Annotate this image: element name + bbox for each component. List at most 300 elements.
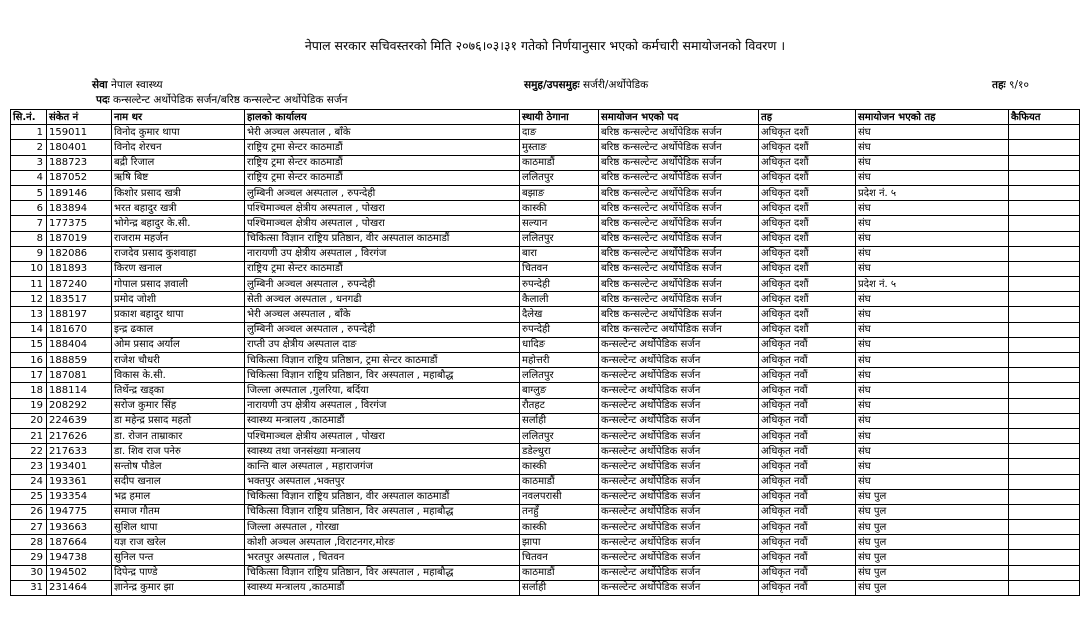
table-row — [11, 520, 1080, 535]
adjusted-post-cell: कन्सल्टेन्ट अर्थोपेडिक सर्जन — [599, 504, 759, 519]
post-value: कन्सल्टेन्ट अर्थोपेडिक सर्जन/बरिष्ठ कन्सल्टेन्ट अर्थोपेडिक सर्जन — [113, 94, 348, 106]
address-cell: दैलेख — [520, 307, 599, 322]
remarks-cell — [1009, 459, 1080, 474]
group-value: सर्जरी/अर्थोपेडिक — [582, 79, 649, 91]
address-cell: बाग्लुङ — [520, 383, 599, 398]
serial-number-cell: 31 — [11, 580, 47, 595]
office-cell: लुम्बिनी अञ्चल अस्पताल , रुपन्देही — [245, 185, 520, 200]
level-cell: अधिकृत दशौं — [759, 292, 856, 307]
level-cell: अधिकृत नवौं — [759, 580, 856, 595]
adjusted-post-cell: कन्सल्टेन्ट अर्थोपेडिक सर्जन — [599, 459, 759, 474]
level-label: तहः — [992, 79, 1006, 91]
adjusted-tier-cell: संघ — [856, 201, 1009, 216]
table-row — [11, 307, 1080, 322]
table-row — [11, 201, 1080, 216]
remarks-cell — [1009, 520, 1080, 535]
name-cell: सन्तोष पौडेल — [112, 459, 245, 474]
adjusted-tier-cell: संघ — [856, 474, 1009, 489]
remarks-cell — [1009, 504, 1080, 519]
remarks-cell — [1009, 201, 1080, 216]
address-cell: काठमाडौं — [520, 155, 599, 170]
adjusted-post-cell: बरिष्ठ कन्सल्टेन्ट अर्थोपेडिक सर्जन — [599, 140, 759, 155]
adjusted-tier-cell: संघ — [856, 307, 1009, 322]
remarks-cell — [1009, 155, 1080, 170]
adjusted-tier-cell: संघ — [856, 428, 1009, 443]
office-cell: राष्ट्रिय ट्रमा सेन्टर काठमाडौं — [245, 170, 520, 185]
code-number-cell: 224639 — [47, 413, 112, 428]
adjusted-post-cell: कन्सल्टेन्ट अर्थोपेडिक सर्जन — [599, 398, 759, 413]
office-cell: जिल्ला अस्पताल ,गुलरिया, बर्दिया — [245, 383, 520, 398]
address-cell: चितवन — [520, 550, 599, 565]
adjusted-post-cell: कन्सल्टेन्ट अर्थोपेडिक सर्जन — [599, 353, 759, 368]
adjusted-tier-cell: संघ — [856, 337, 1009, 352]
adjusted-post-cell: बरिष्ठ कन्सल्टेन्ट अर्थोपेडिक सर्जन — [599, 170, 759, 185]
remarks-cell — [1009, 292, 1080, 307]
employee-table — [10, 109, 1080, 596]
serial-number-cell: 21 — [11, 428, 47, 443]
adjusted-tier-cell: संघ — [856, 322, 1009, 337]
header-cell: सि.नं. — [11, 110, 47, 125]
address-cell: मुस्ताङ — [520, 140, 599, 155]
name-cell: ऋषि बिष्ट — [112, 170, 245, 185]
adjusted-tier-cell: संघ — [856, 155, 1009, 170]
adjusted-tier-cell: संघ — [856, 125, 1009, 140]
group-line — [524, 78, 648, 92]
adjusted-post-cell: कन्सल्टेन्ट अर्थोपेडिक सर्जन — [599, 520, 759, 535]
code-number-cell: 189146 — [47, 185, 112, 200]
level-cell: अधिकृत दशौं — [759, 322, 856, 337]
serial-number-cell: 10 — [11, 261, 47, 276]
code-number-cell: 181893 — [47, 261, 112, 276]
adjusted-post-cell: बरिष्ठ कन्सल्टेन्ट अर्थोपेडिक सर्जन — [599, 261, 759, 276]
code-number-cell: 217626 — [47, 428, 112, 443]
address-cell: बारा — [520, 246, 599, 261]
table-row — [11, 535, 1080, 550]
level-cell: अधिकृत दशौं — [759, 216, 856, 231]
table-row — [11, 504, 1080, 519]
address-cell: रुपन्देही — [520, 277, 599, 292]
code-number-cell: 231464 — [47, 580, 112, 595]
code-number-cell: 187664 — [47, 535, 112, 550]
code-number-cell: 159011 — [47, 125, 112, 140]
serial-number-cell: 9 — [11, 246, 47, 261]
serial-number-cell: 20 — [11, 413, 47, 428]
address-cell: कास्की — [520, 459, 599, 474]
serial-number-cell: 23 — [11, 459, 47, 474]
code-number-cell: 183894 — [47, 201, 112, 216]
header-cell: तह — [759, 110, 856, 125]
address-cell: सर्लाही — [520, 413, 599, 428]
office-cell: स्वास्थ्य मन्त्रालय ,काठमाडौं — [245, 413, 520, 428]
level-cell: अधिकृत नवौं — [759, 337, 856, 352]
name-cell: सुशिल थापा — [112, 520, 245, 535]
office-cell: जिल्ला अस्पताल , गोरखा — [245, 520, 520, 535]
table-row — [11, 444, 1080, 459]
serial-number-cell: 1 — [11, 125, 47, 140]
level-cell: अधिकृत नवौं — [759, 459, 856, 474]
office-cell: कोशी अञ्चल अस्पताल ,विराटनगर,मोरङ — [245, 535, 520, 550]
serial-number-cell: 24 — [11, 474, 47, 489]
code-number-cell: 208292 — [47, 398, 112, 413]
name-cell: विकास के.सी. — [112, 368, 245, 383]
office-cell: स्वास्थ्य तथा जनसंख्या मन्त्रालय — [245, 444, 520, 459]
name-cell: प्रमोद जोशी — [112, 292, 245, 307]
code-number-cell: 187240 — [47, 277, 112, 292]
header-cell: स्थायी ठेगाना — [520, 110, 599, 125]
office-cell: चिकित्सा विज्ञान राष्ट्रिय प्रतिष्ठान, वीर अस्पताल काठमाडौं — [245, 489, 520, 504]
adjusted-post-cell: कन्सल्टेन्ट अर्थोपेडिक सर्जन — [599, 383, 759, 398]
table-row — [11, 140, 1080, 155]
level-cell: अधिकृत नवौं — [759, 444, 856, 459]
adjusted-post-cell: कन्सल्टेन्ट अर्थोपेडिक सर्जन — [599, 428, 759, 443]
adjusted-tier-cell: संघ — [856, 246, 1009, 261]
address-cell: धादिङ — [520, 337, 599, 352]
table-row — [11, 383, 1080, 398]
code-number-cell: 193401 — [47, 459, 112, 474]
level-cell: अधिकृत दशौं — [759, 231, 856, 246]
office-cell: पश्चिमाञ्चल क्षेत्रीय अस्पताल , पोखरा — [245, 216, 520, 231]
adjusted-post-cell: कन्सल्टेन्ट अर्थोपेडिक सर्जन — [599, 489, 759, 504]
office-cell: भरतपुर अस्पताल , चितवन — [245, 550, 520, 565]
table-header-row — [11, 110, 1080, 125]
level-cell: अधिकृत नवौं — [759, 535, 856, 550]
header-cell: समायोजन भएको तह — [856, 110, 1009, 125]
serial-number-cell: 3 — [11, 155, 47, 170]
serial-number-cell: 18 — [11, 383, 47, 398]
table-row — [11, 155, 1080, 170]
office-cell: कान्ति बाल अस्पताल , महाराजगंज — [245, 459, 520, 474]
header-cell: संकेत नं — [47, 110, 112, 125]
table-row — [11, 292, 1080, 307]
level-cell: अधिकृत दशौं — [759, 277, 856, 292]
table-row — [11, 580, 1080, 595]
adjusted-tier-cell: संघ — [856, 413, 1009, 428]
office-cell: चिकित्सा विज्ञान राष्ट्रिय प्रतिष्ठान, विर अस्पताल , महाबौद्ध — [245, 565, 520, 580]
name-cell: ज्ञानेन्द्र कुमार झा — [112, 580, 245, 595]
address-cell: कैलाली — [520, 292, 599, 307]
serial-number-cell: 4 — [11, 170, 47, 185]
adjusted-tier-cell: संघ पुल — [856, 489, 1009, 504]
name-cell: किशोर प्रसाद खत्री — [112, 185, 245, 200]
name-cell: इन्द्र ढकाल — [112, 322, 245, 337]
address-cell: सर्लाही — [520, 580, 599, 595]
table-row — [11, 413, 1080, 428]
remarks-cell — [1009, 565, 1080, 580]
table-row — [11, 170, 1080, 185]
level-cell: अधिकृत नवौं — [759, 565, 856, 580]
address-cell: नवलपरासी — [520, 489, 599, 504]
remarks-cell — [1009, 550, 1080, 565]
adjusted-tier-cell: प्रदेश नं. ५ — [856, 277, 1009, 292]
table-row — [11, 185, 1080, 200]
address-cell: ललितपुर — [520, 170, 599, 185]
address-cell: कास्की — [520, 201, 599, 216]
table-row — [11, 125, 1080, 140]
adjusted-post-cell: बरिष्ठ कन्सल्टेन्ट अर्थोपेडिक सर्जन — [599, 307, 759, 322]
name-cell: समाज गौतम — [112, 504, 245, 519]
serial-number-cell: 28 — [11, 535, 47, 550]
code-number-cell: 180401 — [47, 140, 112, 155]
serial-number-cell: 11 — [11, 277, 47, 292]
office-cell: लुम्बिनी अञ्चल अस्पताल , रुपन्देही — [245, 277, 520, 292]
adjusted-tier-cell: संघ — [856, 459, 1009, 474]
office-cell: स्वास्थ्य मन्त्रालय ,काठमाडौं — [245, 580, 520, 595]
table-row — [11, 368, 1080, 383]
level-cell: अधिकृत दशौं — [759, 155, 856, 170]
adjusted-tier-cell: संघ पुल — [856, 504, 1009, 519]
remarks-cell — [1009, 185, 1080, 200]
name-cell: विनोद कुमार थापा — [112, 125, 245, 140]
serial-number-cell: 26 — [11, 504, 47, 519]
name-cell: प्रकाश बहादुर थापा — [112, 307, 245, 322]
office-cell: राप्ती उप क्षेत्रीय अस्पताल दाङ — [245, 337, 520, 352]
office-cell: भेरी अञ्चल अस्पताल , बाँके — [245, 125, 520, 140]
level-cell: अधिकृत दशौं — [759, 261, 856, 276]
remarks-cell — [1009, 140, 1080, 155]
level-cell: अधिकृत दशौं — [759, 140, 856, 155]
remarks-cell — [1009, 170, 1080, 185]
serial-number-cell: 19 — [11, 398, 47, 413]
name-cell: भद्र हमाल — [112, 489, 245, 504]
serial-number-cell: 22 — [11, 444, 47, 459]
address-cell: कास्की — [520, 520, 599, 535]
adjusted-post-cell: बरिष्ठ कन्सल्टेन्ट अर्थोपेडिक सर्जन — [599, 246, 759, 261]
code-number-cell: 188723 — [47, 155, 112, 170]
address-cell: ललितपुर — [520, 368, 599, 383]
code-number-cell: 188114 — [47, 383, 112, 398]
name-cell: विनोद शेरचन — [112, 140, 245, 155]
adjusted-post-cell: कन्सल्टेन्ट अर्थोपेडिक सर्जन — [599, 580, 759, 595]
adjusted-tier-cell: प्रदेश नं. ५ — [856, 185, 1009, 200]
adjusted-tier-cell: संघ पुल — [856, 550, 1009, 565]
code-number-cell: 187052 — [47, 170, 112, 185]
office-cell: पश्चिमाञ्चल क्षेत्रीय अस्पताल , पोखरा — [245, 428, 520, 443]
level-cell: अधिकृत नवौं — [759, 383, 856, 398]
remarks-cell — [1009, 428, 1080, 443]
adjusted-tier-cell: संघ — [856, 398, 1009, 413]
name-cell: डा. शिव राज पनेरु — [112, 444, 245, 459]
level-cell: अधिकृत दशौं — [759, 246, 856, 261]
serial-number-cell: 15 — [11, 337, 47, 352]
table-row — [11, 261, 1080, 276]
code-number-cell: 187019 — [47, 231, 112, 246]
address-cell: तनहुँ — [520, 504, 599, 519]
remarks-cell — [1009, 474, 1080, 489]
remarks-cell — [1009, 489, 1080, 504]
address-cell: रुपन्देही — [520, 322, 599, 337]
adjusted-post-cell: बरिष्ठ कन्सल्टेन्ट अर्थोपेडिक सर्जन — [599, 216, 759, 231]
serial-number-cell: 14 — [11, 322, 47, 337]
address-cell: डडेल्धुरा — [520, 444, 599, 459]
code-number-cell: 193354 — [47, 489, 112, 504]
address-cell: महोत्तरी — [520, 353, 599, 368]
table-row — [11, 474, 1080, 489]
adjusted-post-cell: कन्सल्टेन्ट अर्थोपेडिक सर्जन — [599, 550, 759, 565]
serial-number-cell: 7 — [11, 216, 47, 231]
serial-number-cell: 6 — [11, 201, 47, 216]
code-number-cell: 188404 — [47, 337, 112, 352]
name-cell: किरण खनाल — [112, 261, 245, 276]
service-label: सेवा — [92, 79, 108, 91]
address-cell: दाङ — [520, 125, 599, 140]
name-cell: डा महेन्द्र प्रसाद महतो — [112, 413, 245, 428]
adjusted-post-cell: कन्सल्टेन्ट अर्थोपेडिक सर्जन — [599, 368, 759, 383]
serial-number-cell: 29 — [11, 550, 47, 565]
code-number-cell: 193663 — [47, 520, 112, 535]
header-cell: हालको कार्यालय — [245, 110, 520, 125]
address-cell: सल्यान — [520, 216, 599, 231]
adjusted-tier-cell: संघ — [856, 170, 1009, 185]
adjusted-post-cell: कन्सल्टेन्ट अर्थोपेडिक सर्जन — [599, 535, 759, 550]
name-cell: राजदेव प्रसाद कुशवाहा — [112, 246, 245, 261]
address-cell: ललितपुर — [520, 231, 599, 246]
office-cell: राष्ट्रिय ट्रमा सेन्टर काठमाडौं — [245, 261, 520, 276]
address-cell: चितवन — [520, 261, 599, 276]
adjusted-tier-cell: संघ — [856, 292, 1009, 307]
name-cell: भोगेन्द्र बहादुर के.सी. — [112, 216, 245, 231]
office-cell: नारायणी उप क्षेत्रीय अस्पताल , विरगंज — [245, 246, 520, 261]
name-cell: सुनिल पन्त — [112, 550, 245, 565]
serial-number-cell: 8 — [11, 231, 47, 246]
adjusted-post-cell: कन्सल्टेन्ट अर्थोपेडिक सर्जन — [599, 337, 759, 352]
code-number-cell: 194502 — [47, 565, 112, 580]
name-cell: सरोज कुमार सिंह — [112, 398, 245, 413]
office-cell: भक्तपुर अस्पताल ,भक्तपुर — [245, 474, 520, 489]
remarks-cell — [1009, 398, 1080, 413]
code-number-cell: 193361 — [47, 474, 112, 489]
level-value: ९/१० — [1009, 79, 1029, 91]
table-row — [11, 246, 1080, 261]
remarks-cell — [1009, 322, 1080, 337]
table-row — [11, 231, 1080, 246]
name-cell: यज्ञ राज खरेल — [112, 535, 245, 550]
level-cell: अधिकृत नवौं — [759, 428, 856, 443]
office-cell: चिकित्सा विज्ञान राष्ट्रिय प्रतिष्ठान, वीर अस्पताल काठमाडौं — [245, 231, 520, 246]
table-row — [11, 398, 1080, 413]
group-label: समुह/उपसमुहः — [524, 79, 580, 91]
table-row — [11, 353, 1080, 368]
adjusted-post-cell: कन्सल्टेन्ट अर्थोपेडिक सर्जन — [599, 413, 759, 428]
remarks-cell — [1009, 246, 1080, 261]
level-line — [992, 78, 1029, 92]
level-cell: अधिकृत नवौं — [759, 353, 856, 368]
address-cell: ललितपुर — [520, 428, 599, 443]
adjusted-tier-cell: संघ पुल — [856, 535, 1009, 550]
name-cell: राजेश चौधरी — [112, 353, 245, 368]
address-cell: झापा — [520, 535, 599, 550]
address-cell: काठमाडौं — [520, 474, 599, 489]
document-title: नेपाल सरकार सचिवस्तरको मिति २०७६।०३।३१ गतेको निर्णयानुसार भएको कर्मचारी समायोजनको विवरण । — [304, 38, 786, 53]
serial-number-cell: 27 — [11, 520, 47, 535]
level-cell: अधिकृत नवौं — [759, 520, 856, 535]
post-label: पदः — [96, 94, 110, 106]
table-row — [11, 216, 1080, 231]
level-cell: अधिकृत नवौं — [759, 398, 856, 413]
adjusted-tier-cell: संघ — [856, 140, 1009, 155]
adjusted-post-cell: बरिष्ठ कन्सल्टेन्ट अर्थोपेडिक सर्जन — [599, 201, 759, 216]
level-cell: अधिकृत दशौं — [759, 125, 856, 140]
adjusted-post-cell: बरिष्ठ कन्सल्टेन्ट अर्थोपेडिक सर्जन — [599, 322, 759, 337]
remarks-cell — [1009, 261, 1080, 276]
level-cell: अधिकृत दशौं — [759, 185, 856, 200]
serial-number-cell: 13 — [11, 307, 47, 322]
office-cell: चिकित्सा विज्ञान राष्ट्रिय प्रतिष्ठान, ट्रमा सेन्टर काठमाडौं — [245, 353, 520, 368]
name-cell: ओम प्रसाद अर्याल — [112, 337, 245, 352]
serial-number-cell: 30 — [11, 565, 47, 580]
code-number-cell: 181670 — [47, 322, 112, 337]
table-row — [11, 277, 1080, 292]
office-cell: राष्ट्रिय ट्रमा सेन्टर काठमाडौं — [245, 140, 520, 155]
adjusted-tier-cell: संघ पुल — [856, 565, 1009, 580]
adjusted-tier-cell: संघ — [856, 368, 1009, 383]
remarks-cell — [1009, 307, 1080, 322]
level-cell: अधिकृत नवौं — [759, 474, 856, 489]
adjusted-post-cell: बरिष्ठ कन्सल्टेन्ट अर्थोपेडिक सर्जन — [599, 185, 759, 200]
name-cell: राजराम महर्जन — [112, 231, 245, 246]
remarks-cell — [1009, 125, 1080, 140]
remarks-cell — [1009, 277, 1080, 292]
code-number-cell: 188197 — [47, 307, 112, 322]
adjusted-tier-cell: संघ — [856, 231, 1009, 246]
remarks-cell — [1009, 216, 1080, 231]
code-number-cell: 194738 — [47, 550, 112, 565]
adjusted-post-cell: कन्सल्टेन्ट अर्थोपेडिक सर्जन — [599, 565, 759, 580]
code-number-cell: 182086 — [47, 246, 112, 261]
office-cell: राष्ट्रिय ट्रमा सेन्टर काठमाडौं — [245, 155, 520, 170]
adjusted-post-cell: बरिष्ठ कन्सल्टेन्ट अर्थोपेडिक सर्जन — [599, 231, 759, 246]
level-cell: अधिकृत नवौं — [759, 413, 856, 428]
name-cell: दिपेन्द्र पाण्डे — [112, 565, 245, 580]
post-line — [96, 93, 348, 107]
adjusted-tier-cell: संघ — [856, 383, 1009, 398]
name-cell: गोपाल प्रसाद ज्ञवाली — [112, 277, 245, 292]
address-cell: बझाङ — [520, 185, 599, 200]
code-number-cell: 183517 — [47, 292, 112, 307]
level-cell: अधिकृत दशौं — [759, 170, 856, 185]
name-cell: डा. रोजन ताम्राकार — [112, 428, 245, 443]
level-cell: अधिकृत नवौं — [759, 550, 856, 565]
table-row — [11, 459, 1080, 474]
table-row — [11, 550, 1080, 565]
adjusted-post-cell: कन्सल्टेन्ट अर्थोपेडिक सर्जन — [599, 474, 759, 489]
adjusted-tier-cell: संघ पुल — [856, 520, 1009, 535]
name-cell: सदीप खनाल — [112, 474, 245, 489]
header-cell: नाम थर — [112, 110, 245, 125]
level-cell: अधिकृत नवौं — [759, 368, 856, 383]
office-cell: पश्चिमाञ्चल क्षेत्रीय अस्पताल , पोखरा — [245, 201, 520, 216]
code-number-cell: 194775 — [47, 504, 112, 519]
table-row — [11, 337, 1080, 352]
adjusted-tier-cell: संघ — [856, 216, 1009, 231]
adjusted-post-cell: कन्सल्टेन्ट अर्थोपेडिक सर्जन — [599, 444, 759, 459]
adjusted-post-cell: बरिष्ठ कन्सल्टेन्ट अर्थोपेडिक सर्जन — [599, 277, 759, 292]
level-cell: अधिकृत नवौं — [759, 504, 856, 519]
header-cell: कैफियत — [1009, 110, 1080, 125]
office-cell: भेरी अञ्चल अस्पताल , बाँके — [245, 307, 520, 322]
remarks-cell — [1009, 580, 1080, 595]
name-cell: तिर्थेन्द्र खड्का — [112, 383, 245, 398]
address-cell: काठमाडौं — [520, 565, 599, 580]
serial-number-cell: 25 — [11, 489, 47, 504]
adjusted-tier-cell: संघ — [856, 353, 1009, 368]
serial-number-cell: 5 — [11, 185, 47, 200]
code-number-cell: 188859 — [47, 353, 112, 368]
code-number-cell: 217633 — [47, 444, 112, 459]
adjusted-post-cell: बरिष्ठ कन्सल्टेन्ट अर्थोपेडिक सर्जन — [599, 292, 759, 307]
office-cell: सेती अञ्चल अस्पताल , धनगढी — [245, 292, 520, 307]
remarks-cell — [1009, 383, 1080, 398]
adjusted-post-cell: बरिष्ठ कन्सल्टेन्ट अर्थोपेडिक सर्जन — [599, 155, 759, 170]
